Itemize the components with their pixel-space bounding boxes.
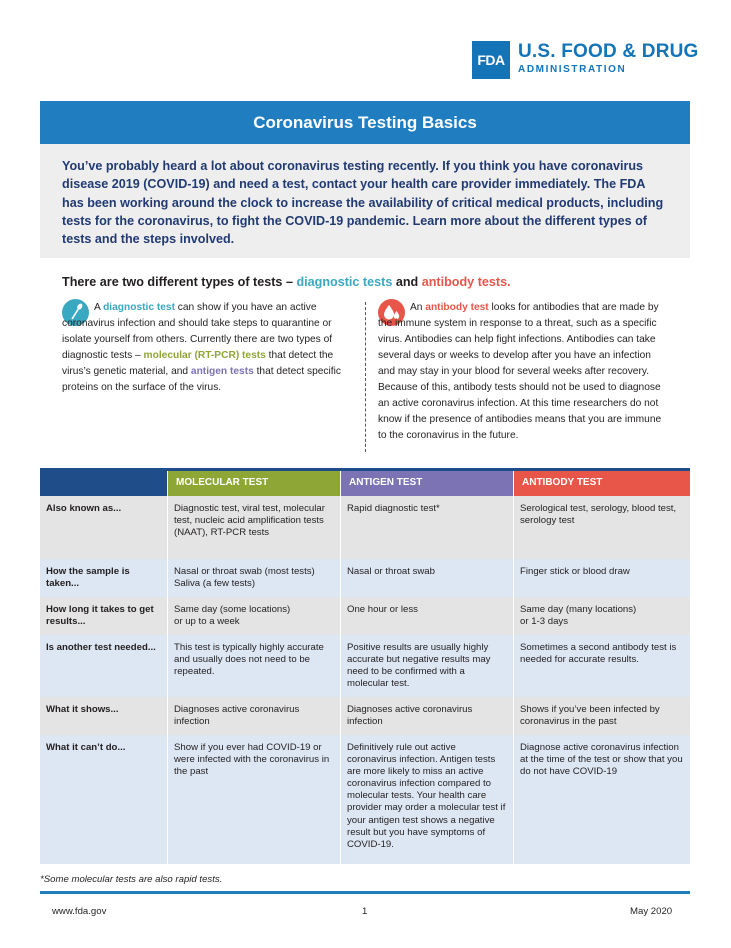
comparison-table [40,468,690,864]
antigen-cell: Nasal or throat swab [340,559,513,597]
page-title: Coronavirus Testing Basics [40,101,690,144]
molecular-cell: Same day (some locations) or up to a week [167,597,340,635]
footer-divider [40,891,690,894]
row-label: Also known as... [40,496,167,559]
antibody-cell: Serological test, serology, blood test, serology test [513,496,690,559]
section-heading [62,275,511,289]
header-empty [40,471,167,496]
table-row [40,496,690,559]
intro-paragraph: You’ve probably heard a lot about coronavirus testing recently. If you think you have coronavirus disease 2019 (COVID-19) and need a test, contact your health care provider immediately. The FDA has been working around the clock to increase the availability of critical medical products, including tests for the coronavirus, to fight the COVID-19 pandemic. Learn more about the different types of tests and the steps involved. [40,144,690,258]
table-row [40,597,690,635]
antigen-cell: Definitively rule out active coronavirus infection. Antigen tests are more likely to miss an active coronavirus infection compared to molecular tests. Your health care provider may order a molecular test if your antigen test shows a negative result but you have symptoms of COVID-19. [340,735,513,864]
molecular-cell: This test is typically highly accurate and usually does not need to be repeated. [167,635,340,697]
antibody-cell: Finger stick or blood draw [513,559,690,597]
logo-line1: U.S. FOOD & DRUG [518,41,699,62]
fda-badge: FDA [472,41,510,79]
diagnostic-description: A diagnostic test can show if you have an active coronavirus infection and should take steps to quarantine or isolate yourself from others. Currently there are two types of diagnostic tests – molecular (RT-PCR) tests that detect the virus’s genetic material, and antigen tests that detect specific proteins on the surface of the virus. [62,302,341,393]
molecular-cell: Show if you ever had COVID-19 or were infected with the coronavirus in the past [167,735,340,864]
fda-logo [472,41,699,79]
antigen-cell: Rapid diagnostic test* [340,496,513,559]
section-antibody: antibody tests. [421,275,511,289]
row-label: Is another test needed... [40,635,167,697]
molecular-cell: Diagnostic test, viral test, molecular test, nucleic acid amplification tests (NAAT), RT-PCR tests [167,496,340,559]
row-label: What it shows... [40,697,167,735]
table-header-row [40,471,690,496]
header-antigen: ANTIGEN TEST [340,471,513,496]
section-diagnostic: diagnostic tests [296,275,393,289]
footer-url[interactable]: www.fda.gov [52,906,107,917]
molecular-cell: Diagnoses active coronavirus infection [167,697,340,735]
antibody-cell: Sometimes a second antibody test is needed for accurate results. [513,635,690,697]
table-row [40,735,690,864]
table-row [40,697,690,735]
row-label: How long it takes to get results... [40,597,167,635]
antigen-cell: Diagnoses active coronavirus infection [340,697,513,735]
term-antigen: antigen tests [190,366,254,377]
page-number: 1 [362,906,368,917]
header-molecular: MOLECULAR TEST [167,471,340,496]
section-prefix: There are two different types of tests – [62,275,297,289]
molecular-cell: Nasal or throat swab (most tests) Saliva (a few tests) [167,559,340,597]
column-divider [365,302,366,452]
term-molecular: molecular (RT-PCR) tests [143,350,266,361]
row-label: What it can’t do... [40,735,167,864]
antibody-cell: Same day (many locations) or 1-3 days [513,597,690,635]
term-diagnostic: diagnostic test [103,302,175,313]
antibody-cell: Shows if you’ve been infected by coronavirus in the past [513,697,690,735]
antibody-description: An antibody test looks for antibodies that are made by the immune system in response to a threat, such as a specific virus. Antibodies can help fight infections. Antibodies can take several days or weeks to develop after you have an infection and may stay in your blood for several weeks after recovery. Because of this, antibody tests should not be used to diagnose an active coronavirus infection. At this time researchers do not know if the presence of antibodies means that you are immune to the coronavirus in the future. [378,302,662,441]
section-and: and [392,275,422,289]
antigen-cell: Positive results are usually highly accurate but negative results may need to be confirmed with a molecular test. [340,635,513,697]
antigen-cell: One hour or less [340,597,513,635]
header-antibody: ANTIBODY TEST [513,471,690,496]
logo-line2: ADMINISTRATION [518,64,627,75]
row-label: How the sample is taken... [40,559,167,597]
antibody-cell: Diagnose active coronavirus infection at the time of the test or show that you do not have COVID-19 [513,735,690,864]
table-row [40,635,690,697]
footnote: *Some molecular tests are also rapid tests. [40,874,223,885]
term-antibody: antibody test [425,302,489,313]
table-row [40,559,690,597]
footer-date: May 2020 [630,906,673,917]
